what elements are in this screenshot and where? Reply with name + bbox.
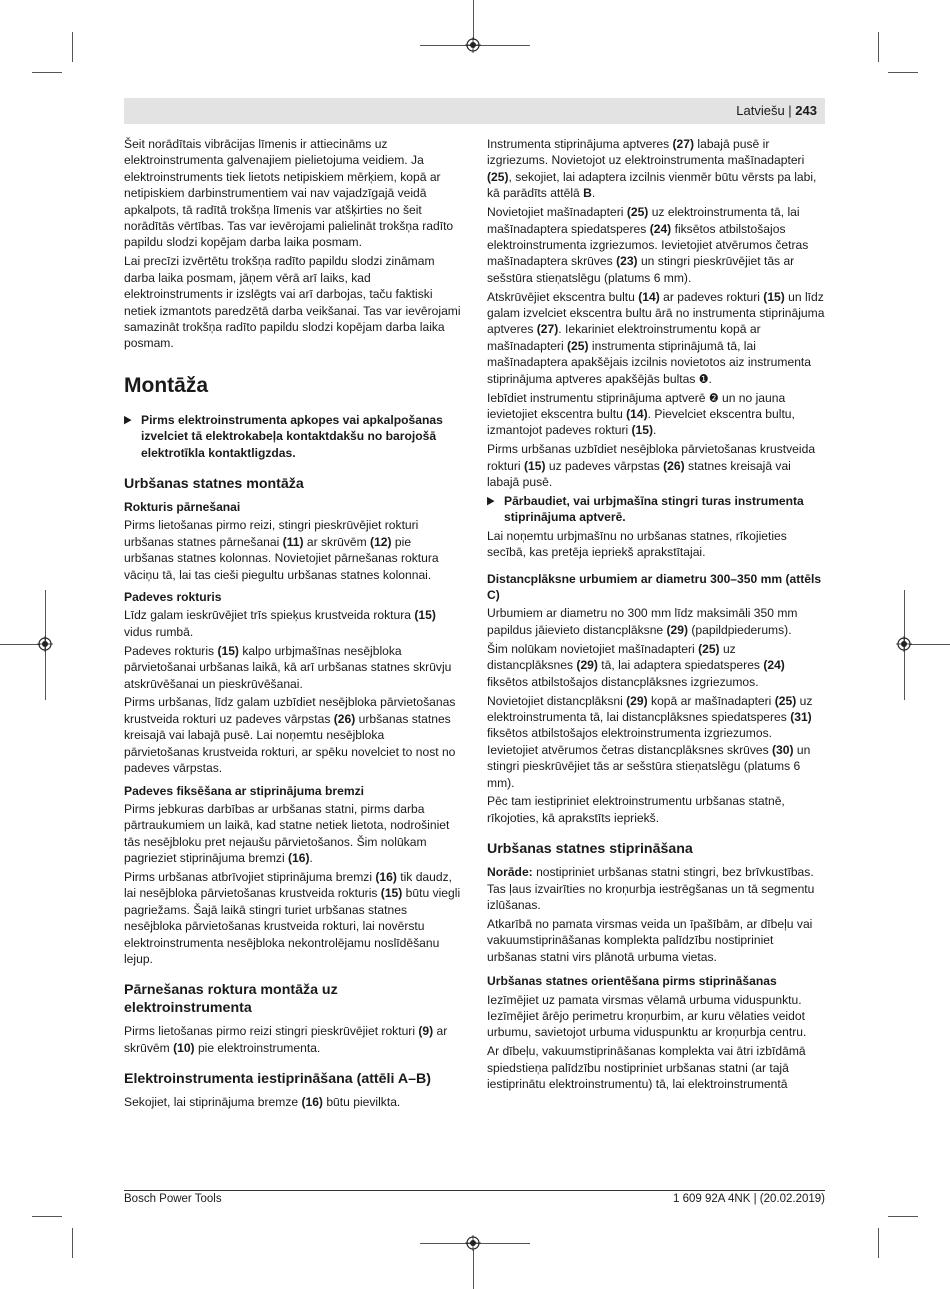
subsection-title: Urbšanas statnes stiprināšana [487,841,693,858]
footer-divider [124,1190,825,1191]
warning-text: Pārbaudiet, vai urbjmašīna stingri turas instrumenta stiprinājuma aptverē. [504,494,804,525]
page-header [124,98,825,124]
subsection-title: Elektroinstrumenta iestiprināšana (attēli A–B) [124,1071,431,1088]
crop-mark [72,32,73,62]
warning-item [124,412,462,461]
circled-number-icon: ❷ [708,390,719,405]
warning-item [487,493,825,526]
triangle-bullet-icon: ▶ [124,413,132,426]
right-column [487,136,825,1095]
footer-docid: 1 609 92A 4NK | (20.02.2019) [673,1193,825,1205]
paragraph: Pirms urbšanas uzbīdiet nesējbloka pārvietošanas krustveida rokturi (15) uz padeves vārpstas (26) statnes kreisajā vai labajā pusē. [487,442,816,490]
page-number: 243 [795,103,817,118]
paragraph: Pirms urbšanas, līdz galam uzbīdiet nesējbloka pārvietošanas krustveida rokturi uz padeves vārpstas (26) urbšanas statnes kreisajā vai labajā pusē. Lai noņemtu nesējbloka pārvietošanas krustveida rokturi, ar spēku novelciet to nost no padeves vārpstas. [124,695,456,776]
paragraph: Iebīdiet instrumentu stiprinājuma aptverē ❷ un no jauna ievietojiet ekscentra bultu (14). Pievelciet ekscentra bultu, izmantojot padeves rokturi (15). [487,390,795,438]
paragraph: Padeves rokturis (15) kalpo urbjmašīnas nesējbloka pārvietošanai urbšanas laikā, kā arī urbšanas statnes skrūvju atskrūvēšanai un pieskrūvēšanai. [124,643,452,691]
registration-mark-icon [465,37,481,53]
crop-mark [888,1216,918,1217]
paragraph: Līdz galam ieskrūvējiet trīs spieķus krustveida roktura (15) vidus rumbā. [124,608,436,639]
header-text [736,103,817,118]
crop-mark [910,644,950,645]
crop-mark [878,32,879,62]
subheading: Padeves fiksēšana ar stiprinājuma bremzi [124,783,364,798]
paragraph: Šeit norādītais vibrācijas līmenis ir attiecināms uz elektroinstrumenta galvenajiem pielietojuma veidiem. Ja elektroinstruments tiek lietots netipiskiem mērķiem, kopā ar netipiskiem darbinstrumentiem vai nav vajadzīgajā veidā apkalpots, tā radītā trokšņa līmenis var atšķirties no šeit norādītās vērtības. Tas var ievērojami palielināt trokšņa radīto papildu slodzi kopējam darba laika posmam. [124,137,454,250]
paragraph: Lai precīzi izvērtētu trokšņa radīto papildu slodzi zināmam darba laika posmam, jāņem vērā arī laiks, kad elektroinstruments ir izslēgts vai arī darbojas, taču faktiski netiek izmantots paredzētā darba veikšanai. Tas var ievērojami samazināt trokšņa radīto papildu slodzi kopējam darba laika posmam. [124,254,461,351]
subheading: Distancplāksne urbumiem ar diametru 300–350 mm (attēls C) [487,571,822,603]
subheading: Urbšanas statnes orientēšana pirms stiprināšanas [487,974,777,989]
paragraph: Pēc tam iestipriniet elektroinstrumentu urbšanas statnē, rīkojoties, kā aprakstīts iepriekš. [487,794,785,825]
subsection-title: Pārnešanas roktura montāža uz elektroinstrumenta [124,982,338,1017]
crop-mark [72,1228,73,1258]
paragraph: Urbumiem ar diametru no 300 mm līdz maksimāli 350 mm papildus jāievieto distancplāksne (29) (papildpiederums). [487,606,798,637]
paragraph: Atkarībā no pamata virsmas veida un īpašībām, ar dībeļu vai vakuumstiprināšanas komplekta palīdzību nostipriniet urbšanas statni virs plānotā urbuma vietas. [487,916,813,964]
crop-mark [888,72,918,73]
crop-mark [473,1250,474,1289]
header-separator: | [788,103,796,118]
crop-mark [878,1228,879,1258]
paragraph: Šim nolūkam novietojiet mašīnadapteri (25) uz distancplāksnes (29) tā, lai adaptera spiedatsperes (24) fiksētos atbilstošajos distancplāksnes izgriezumos. [487,641,785,689]
registration-mark-icon [37,636,53,652]
header-language: Latviešu [736,103,785,118]
crop-mark [32,72,62,73]
footer-brand: Bosch Power Tools [124,1193,222,1205]
note-label: Norāde: [487,865,533,880]
paragraph: Iezīmējiet uz pamata virsmas vēlamā urbuma viduspunktu. Iezīmējiet ārējo perimetru kroņurbim, ar kuru vēlaties veidot urbumu, savietojot urbuma viduspunktu ar kroņurbja centru. [487,992,807,1040]
warning-text: Pirms elektroinstrumenta apkopes vai apkalpošanas izvelciet tā elektrokabeļa kontaktdakšu no barojošā elektrotīkla kontaktligzdas. [141,412,443,460]
paragraph: Pirms jebkuras darbības ar urbšanas statni, pirms darba pārtraukumiem un laikā, kad statne netiek lietota, nodrošiniet tās nesējbloku pret nejaušu pārvietošanos. Šim nolūkam pagrieziet stiprinājuma bremzi (16). [124,801,450,866]
paragraph: Pirms lietošanas pirmo reizi, stingri pieskrūvējiet rokturi urbšanas statnes pārnešanai (11) ar skrūvēm (12) pie urbšanas statnes kolonnas. Novietojiet pārnešanas roktura vāciņu tā, lai tas cieši piegultu urbšanas statnes kolonnai. [124,518,439,582]
triangle-bullet-icon: ▶ [487,495,495,508]
paragraph: Novietojiet mašīnadapteri (25) uz elektroinstrumenta tā, lai mašīnadaptera spiedatsperes (24) fiksētos atbilstošajos elektroinstrumenta izgriezumos. Ievietojiet atvērumos četras mašīnadaptera skrūves (23) un stingri pieskrūvējiet tās ar sešstūra stieņatslēgu (platums 6 mm). [487,205,809,285]
circled-number-icon: ❶ [698,371,709,386]
paragraph: Instrumenta stiprinājuma aptveres (27) labajā pusē ir izgriezums. Novietojot uz elektroinstrumenta mašīnadapteri (25), sekojiet, lai adaptera izcilnis vienmēr būtu vērsts pa labi, kā parādīts attēlā B. [487,137,817,201]
paragraph: Lai noņemtu urbjmašīnu no urbšanas statnes, rīkojieties secībā, kas pretēja iepriekš aprakstītajai. [487,528,787,560]
crop-mark [32,1216,62,1217]
paragraph: Ar dībeļu, vakuumstiprināšanas komplekta vai ātri izbīdāmā spiedstieņa palīdzību nostipriniet urbšanas statni (ar tajā iestiprinātu elektroinstrumentu) tā, lai elektroinstrumentā [487,1044,806,1092]
paragraph: Pirms urbšanas atbrīvojiet stiprinājuma bremzi (16) tik daudz, lai nesējbloka pārvietošanas krustveida rokturis (15) būtu viegli pagriežams. Šajā laikā stingri turiet urbšanas statnes nesējbloka pārvietošanas krustveida rokturi, lai novērstu elektroinstrumenta nesējbloka nekontrolējamu noslīdēšanu lejup. [124,870,461,967]
paragraph: Atskrūvējiet ekscentra bultu (14) ar padeves rokturi (15) un līdz galam izvelciet ekscentra bultu ārā no instrumenta stiprinājuma aptveres (27). Iekariniet elektroinstrumentu kopā ar mašīnadapteri (25) instrumenta stiprinājumā tā, lai mašīnadaptera apakšējais izcilnis novietotos aiz instrumenta stiprinājuma aptveres apakšējās bultas ❶. [487,289,825,386]
subheading: Padeves rokturis [124,590,222,605]
paragraph: Norāde: nostipriniet urbšanas statni stingri, bez brīvkustības. Tas ļaus izvairīties no kroņurbja iestrēgšanas un tā segmentu izlūšanas. [487,865,815,913]
registration-mark-icon [465,1235,481,1251]
subsection-title: Urbšanas statnes montāža [124,476,304,492]
paragraph: Sekojiet, lai stiprinājuma bremze (16) būtu pievilkta. [124,1095,401,1110]
crop-mark [473,0,474,40]
subheading: Rokturis pārnešanai [124,500,241,514]
paragraph: Pirms lietošanas pirmo reizi stingri pieskrūvējiet rokturi (9) ar skrūvēm (10) pie elektroinstrumenta. [124,1024,448,1055]
section-title-montaza: Montāža [124,373,208,397]
left-column [124,136,462,1113]
paragraph: Novietojiet distancplāksni (29) kopā ar mašīnadapteri (25) uz elektroinstrumenta tā, lai distancplāksnes spiedatsperes (31) fiksētos atbilstošajos elektroinstrumenta izgriezumos. Ievietojiet atvērumos četras distancplāksnes skrūves (30) un stingri pieskrūvējiet tās ar sešstūra stieņatslēgu (platums 6 mm). [487,693,813,790]
crop-mark [0,644,40,645]
registration-mark-icon [896,636,912,652]
